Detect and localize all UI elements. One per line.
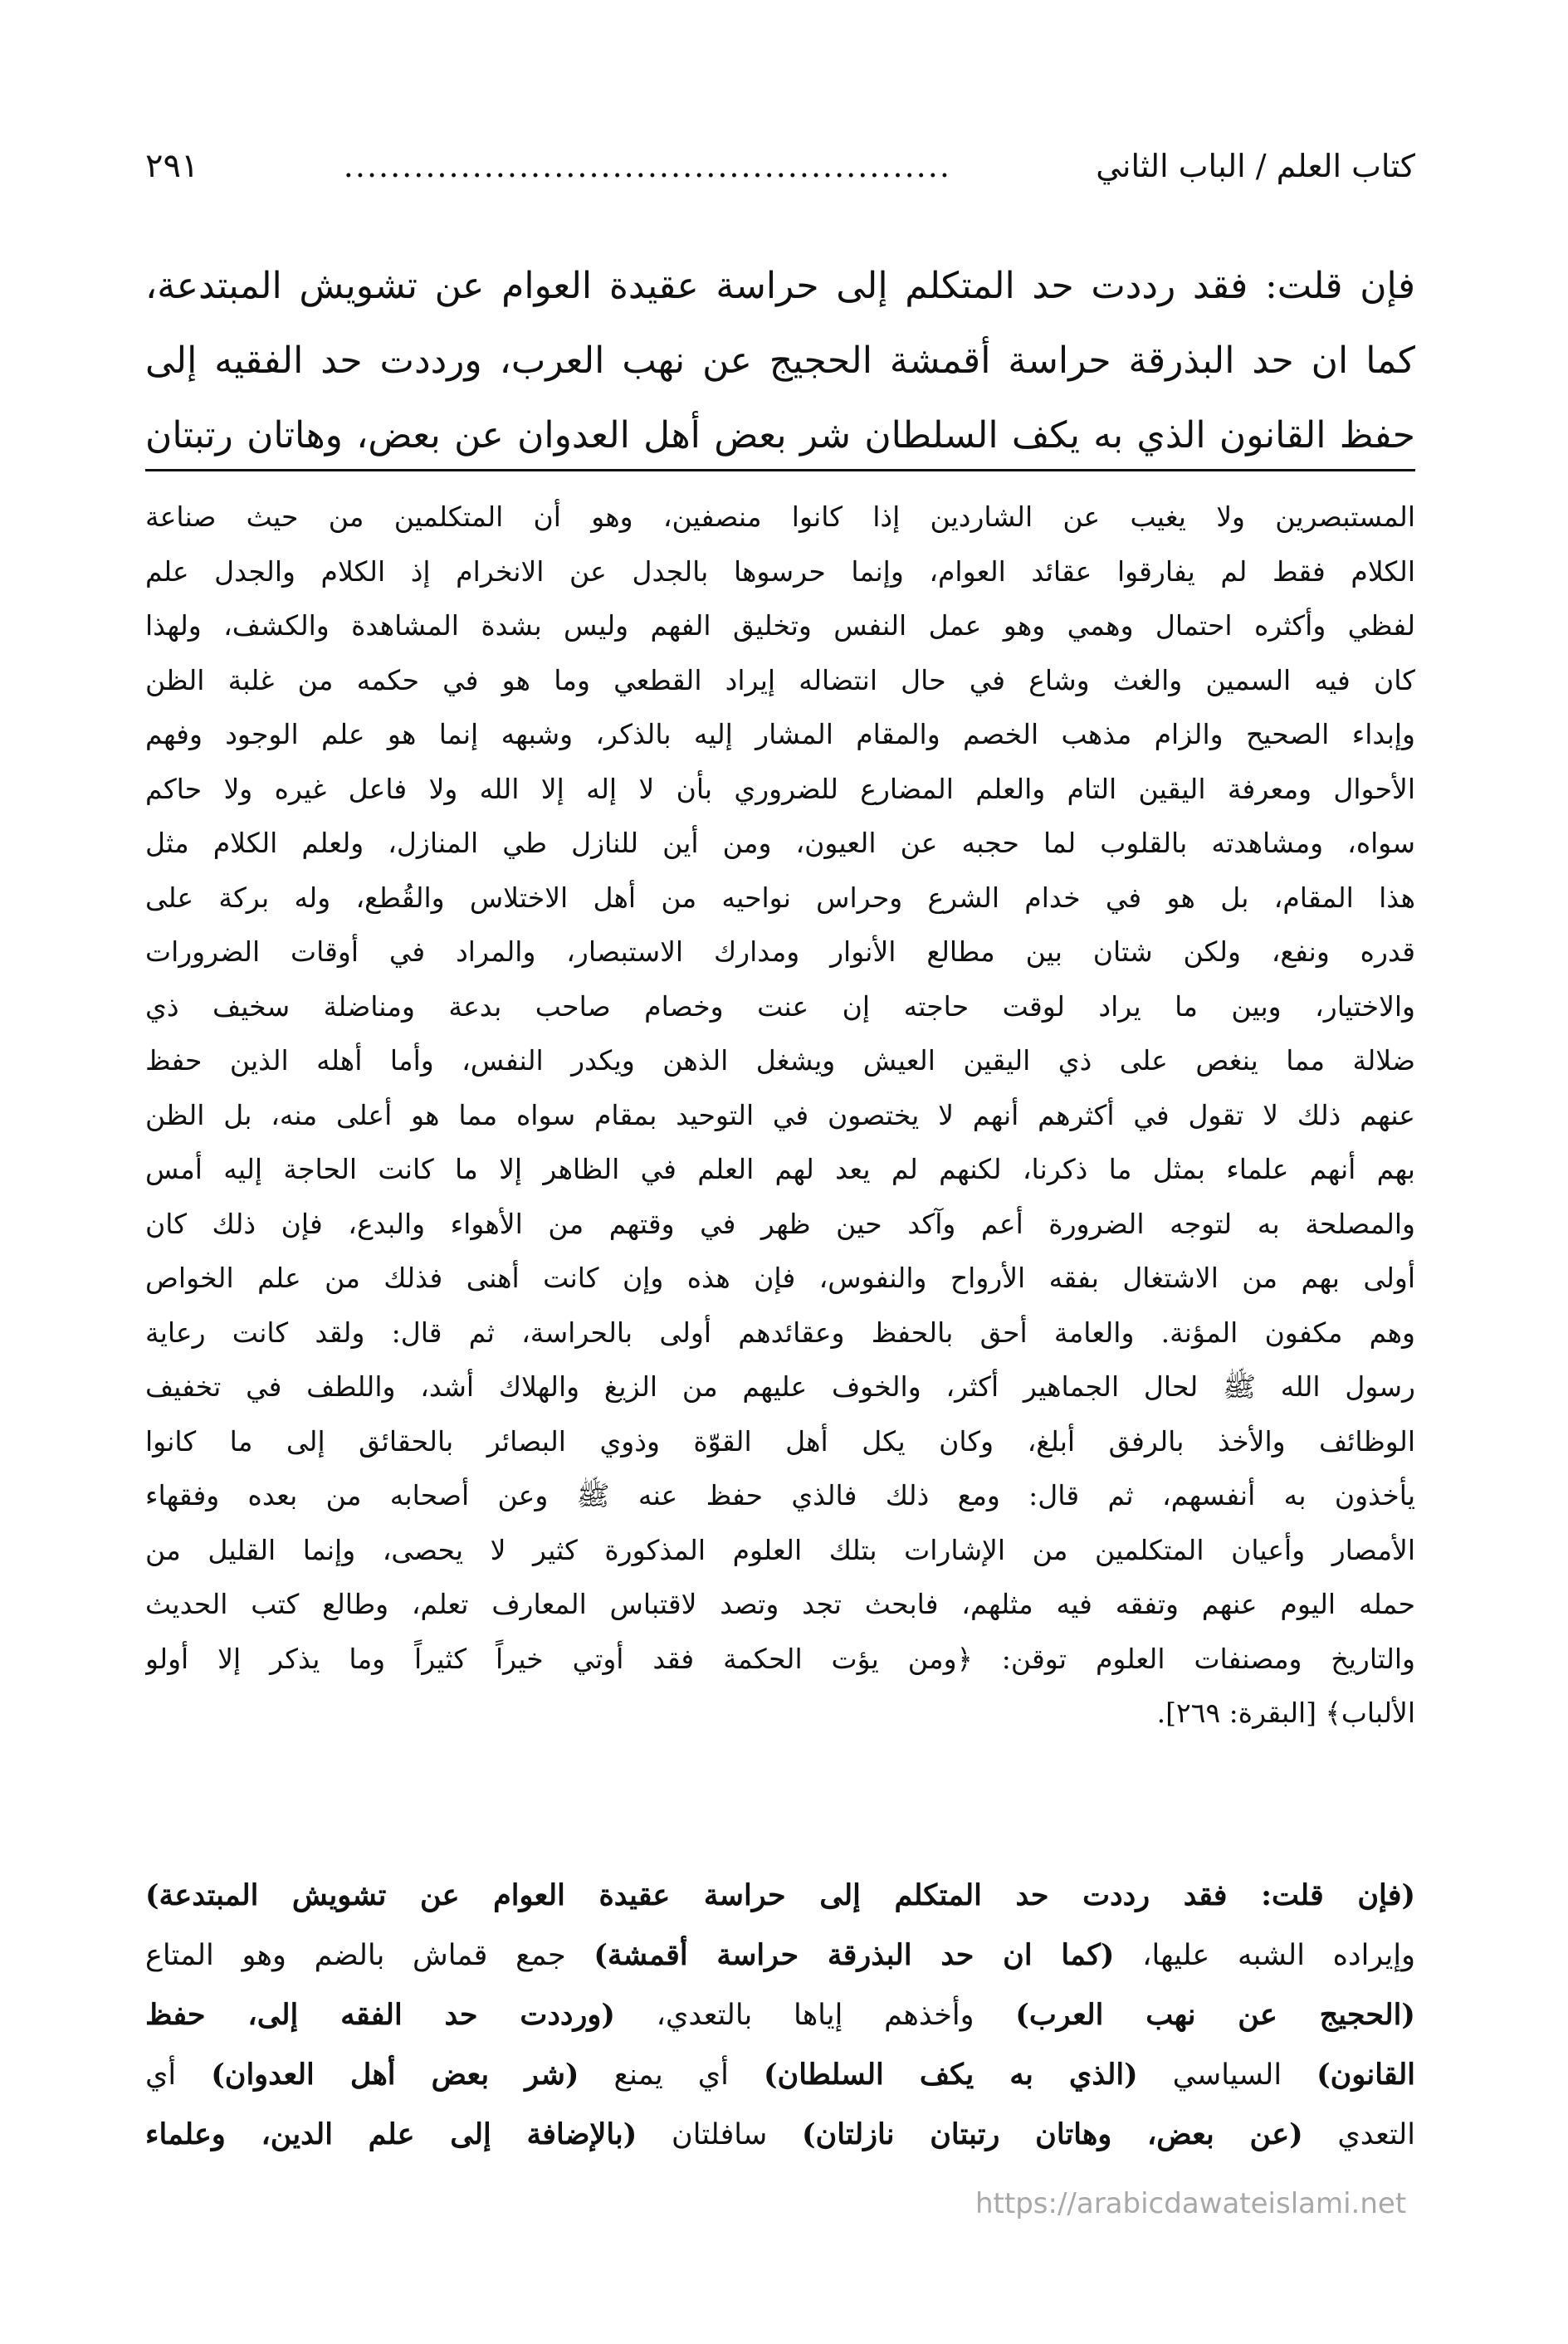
commentary-line bbox=[145, 1926, 1415, 1985]
footnote-line: وإبداء الصحيح والزام مذهب الخصم والمقام المشار إليه بالذكر، وشبهه إنما هو علم الوجود وفهم bbox=[145, 718, 1415, 750]
commentary-text: أي يمنع bbox=[613, 2058, 729, 2092]
main-text-line: حفظ القانون الذي به يكف السلطان شر بعض أهل العدوان عن بعض، وهاتان رتبتان bbox=[145, 414, 1415, 457]
page-number: ٢٩١ bbox=[145, 147, 199, 185]
footnote-line: سواه، ومشاهدته بالقلوب لما حجبه عن العيون، ومن أين للنازل طي المنازل، ولعلم الكلام مثل bbox=[145, 827, 1415, 859]
footnote-line: كان فيه السمين والغث وشاع في حال انتضاله إيراد القطعي وما هو في حكمه من غلبة الظن bbox=[145, 663, 1415, 696]
source-watermark: https://arabicdawateislami.net bbox=[975, 2187, 1407, 2220]
footnote-line: الوظائف والأخذ بالرفق أبلغ، وكان يكل أهل القوّة وذوي البصائر بالحقائق إلى ما كانوا bbox=[145, 1424, 1415, 1458]
header-leader-dots: .................................................... bbox=[343, 148, 951, 184]
commentary-line bbox=[145, 2105, 1415, 2165]
commentary-line bbox=[145, 1985, 1415, 2045]
quoted-matn: (بالإضافة إلى علم الدين، وعلماء bbox=[145, 2117, 637, 2151]
footnote-line: الكلام فقط لم يفارقوا عقائد العوام، وإنما حرسوها بالجدل عن الانخرام إذ الكلام والجدل علم bbox=[145, 554, 1415, 588]
footnote-line: لفظي وأكثره احتمال وهمي وهو عمل النفس وتخليق الفهم وليس بشدة المشاهدة والكشف، ولهذا bbox=[145, 609, 1415, 642]
main-text bbox=[145, 249, 1415, 473]
quoted-matn: (عن بعض، وهاتان رتبتان نازلتان) bbox=[802, 2117, 1303, 2151]
commentary-block bbox=[145, 1866, 1415, 2165]
quoted-matn: (فإن قلت: فقد رددت حد المتكلم إلى حراسة عقيدة العوام عن تشويش المبتدعة) bbox=[145, 1878, 1415, 1912]
quoted-matn: (الذي به يكف السلطان) bbox=[763, 2058, 1138, 2092]
commentary-text: السياسي bbox=[1172, 2058, 1282, 2092]
running-header-title: كتاب العلم / الباب الثاني bbox=[1096, 148, 1415, 184]
footnote-line: هذا المقام، بل هو في خدام الشرع وحراس نواحيه من أهل الاختلاس والقُطع، وله بركة على bbox=[145, 881, 1415, 914]
commentary-text: التعدي bbox=[1337, 2118, 1415, 2151]
main-text-line: فإن قلت: فقد رددت حد المتكلم إلى حراسة عقيدة العوام عن تشويش المبتدعة، bbox=[145, 265, 1415, 307]
footnote-line: يأخذون به أنفسهم، ثم قال: ومع ذلك فالذي حفظ عنه ﷺ وعن أصحابه من بعده وفقهاء bbox=[145, 1479, 1415, 1511]
footnote-line: الأحوال ومعرفة اليقين التام والعلم المضارع للضروري بأن لا إله إلا الله ولا فاعل غيره ولا حاكم bbox=[145, 772, 1415, 805]
quoted-matn: (ورددت حد الفقه إلى، حفظ bbox=[145, 1998, 615, 2032]
footnote-line: والاختيار، وبين ما يراد لوقت حاجته إن عنت وخصام صاحب بدعة ومناضلة سخيف ذي bbox=[145, 989, 1415, 1023]
commentary-text: وإيراده الشبه عليها، bbox=[1142, 1939, 1415, 1972]
commentary-text: سافلتان bbox=[672, 2118, 768, 2151]
footnote-line: رسول الله ﷺ لحال الجماهير أكثر، والخوف عليهم من الزيغ والهلاك أشد، واللطف في تخفيف bbox=[145, 1370, 1415, 1403]
quoted-matn: القانون) bbox=[1316, 2058, 1415, 2092]
footnote-line: ضلالة مما ينغص على ذي اليقين العيش ويشغل الذهن ويكدر النفس، وأما أهله الذين حفظ bbox=[145, 1044, 1415, 1077]
footnote-line: والمصلحة به لتوجه الضرورة أعم وآكد حين ظهر في وقتهم من الأهواء والبدع، فإن ذلك كان bbox=[145, 1207, 1415, 1240]
footnote-line: قدره ونفع، ولكن شتان بين مطالع الأنوار ومدارك الاستبصار، والمراد في أوقات الضرورات bbox=[145, 935, 1415, 968]
footnote-line: أولى بهم من الاشتغال بفقه الأرواح والنفوس، فإن هذه وإن كانت أهنى فذلك من علم الخواص bbox=[145, 1262, 1415, 1294]
quoted-matn: (الحجيج عن نهب العرب) bbox=[1015, 1998, 1415, 2032]
commentary-text: وأخذهم إياها بالتعدي، bbox=[656, 1999, 975, 2032]
footnote-line: بهم أنهم علماء بمثل ما ذكرنا، لكنهم لم يعد لهم العلم في الظاهر إلا ما كانت الحاجة إليه أمس bbox=[145, 1153, 1415, 1185]
footnote-block bbox=[145, 490, 1415, 1741]
quoted-matn: (كما ان حد البذرقة حراسة أقمشة) bbox=[593, 1938, 1115, 1972]
commentary-line bbox=[145, 2045, 1415, 2105]
footnote-line: عنهم ذلك لا تقول في أكثرهم أنهم لا يختصون في التوحيد بمقام سواه مما هو أعلى منه، بل الظن bbox=[145, 1098, 1415, 1131]
running-header bbox=[145, 137, 1415, 195]
main-text-line: كما ان حد البذرقة حراسة أقمشة الحجيج عن نهب العرب، ورددت حد الفقيه إلى bbox=[145, 339, 1415, 382]
commentary-text: جمع قماش بالضم وهو المتاع bbox=[145, 1939, 566, 1972]
footnote-line: وهم مكفون المؤنة. والعامة أحق بالحفظ وعقائدهم أولى بالحراسة، ثم قال: ولقد كانت رعاية bbox=[145, 1316, 1415, 1349]
commentary-line bbox=[145, 1866, 1415, 1926]
footnote-line: الألباب﴾ [البقرة: ٢٦٩]. bbox=[1156, 1697, 1415, 1729]
commentary-text: أي bbox=[145, 2058, 177, 2092]
footnote-line: المستبصرين ولا يغيب عن الشاردين إذا كانوا منصفين، وهو أن المتكلمين من حيث صناعة bbox=[145, 501, 1415, 533]
footnote-line: حمله اليوم عنهم وتفقه فيه مثلهم، فابحث تجد وتصد لاقتباس المعارف تعلم، وطالع كتب الحديث bbox=[145, 1588, 1415, 1620]
footnote-divider bbox=[145, 469, 1415, 471]
footnote-line: والتاريخ ومصنفات العلوم توقن: ﴿ومن يؤت الحكمة فقد أوتي خيراً كثيراً وما يذكر إلا أولو bbox=[145, 1642, 1415, 1675]
quoted-matn: (شر بعض أهل العدوان) bbox=[211, 2058, 579, 2092]
footnote-line: الأمصار وأعيان المتكلمين من الإشارات بتلك العلوم المذكورة كثير لا يحصى، وإنما القليل من bbox=[145, 1533, 1415, 1566]
